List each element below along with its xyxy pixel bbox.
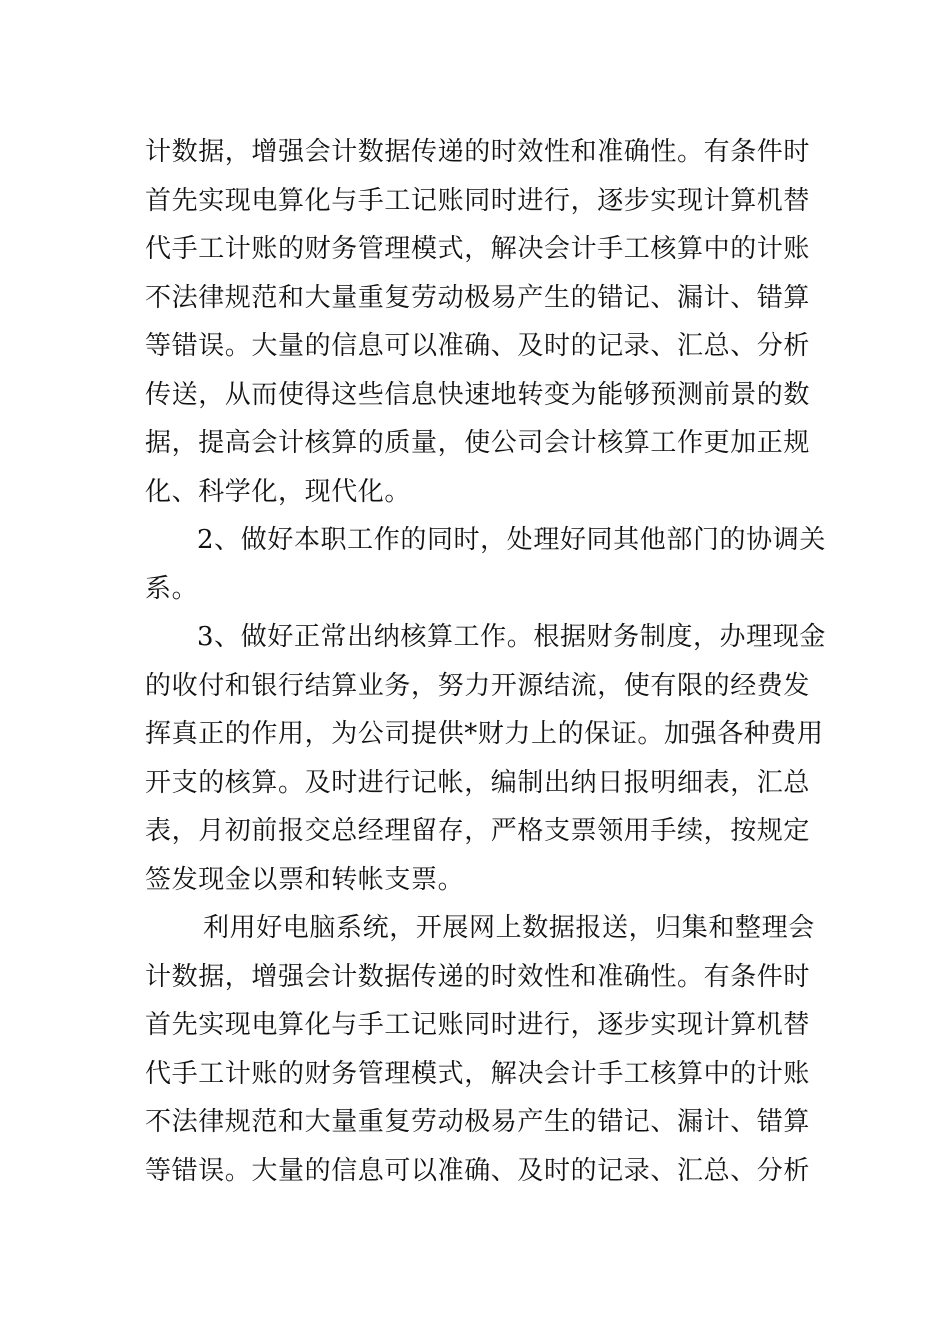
text-line: 的收付和银行结算业务，努力开源结流，使有限的经费发 — [145, 670, 811, 701]
paragraph-start-line: 2、做好本职工作的同时，处理好同其他部门的协调关 — [197, 525, 826, 555]
paragraph-start-line: 利用好电脑系统，开展网上数据报送，归集和整理会 — [203, 913, 815, 943]
text-line: 代手工计账的财务管理模式，解决会计手工核算中的计账 — [145, 234, 811, 264]
document-body — [145, 128, 826, 1195]
text-line: 化、科学化，现代化。 — [145, 476, 412, 507]
text-line: 挥真正的作用，为公司提供*财力上的保证。加强各种费用 — [145, 719, 824, 749]
text-line: 首先实现电算化与手工记账同时进行，逐步实现计算机替 — [145, 185, 811, 216]
text-line: 传送，从而使得这些信息快速地转变为能够预测前景的数 — [145, 379, 811, 410]
text-line: 等错误。大量的信息可以准确、及时的记录、汇总、分析 — [145, 1155, 811, 1186]
paragraph-start-line: 3、做好正常出纳核算工作。根据财务制度，办理现金 — [197, 622, 826, 652]
text-line: 等错误。大量的信息可以准确、及时的记录、汇总、分析 — [145, 331, 811, 361]
text-line: 签发现金以票和转帐支票。 — [145, 864, 465, 895]
text-line: 不法律规范和大量重复劳动极易产生的错记、漏计、错算 — [145, 282, 811, 313]
text-line: 不法律规范和大量重复劳动极易产生的错记、漏计、错算 — [145, 1107, 811, 1137]
text-line: 计数据，增强会计数据传递的时效性和准确性。有条件时 — [145, 137, 811, 167]
text-line: 代手工计账的财务管理模式，解决会计手工核算中的计账 — [145, 1058, 811, 1089]
text-line: 表，月初前报交总经理留存，严格支票领用手续，按规定 — [145, 816, 811, 846]
text-line: 计数据，增强会计数据传递的时效性和准确性。有条件时 — [145, 961, 811, 992]
text-line: 开支的核算。及时进行记帐，编制出纳日报明细表，汇总 — [145, 767, 811, 798]
text-line: 系。 — [145, 573, 199, 604]
text-line: 据，提高会计核算的质量，使公司会计核算工作更加正规 — [145, 428, 811, 458]
text-line: 首先实现电算化与手工记账同时进行，逐步实现计算机替 — [145, 1010, 811, 1040]
